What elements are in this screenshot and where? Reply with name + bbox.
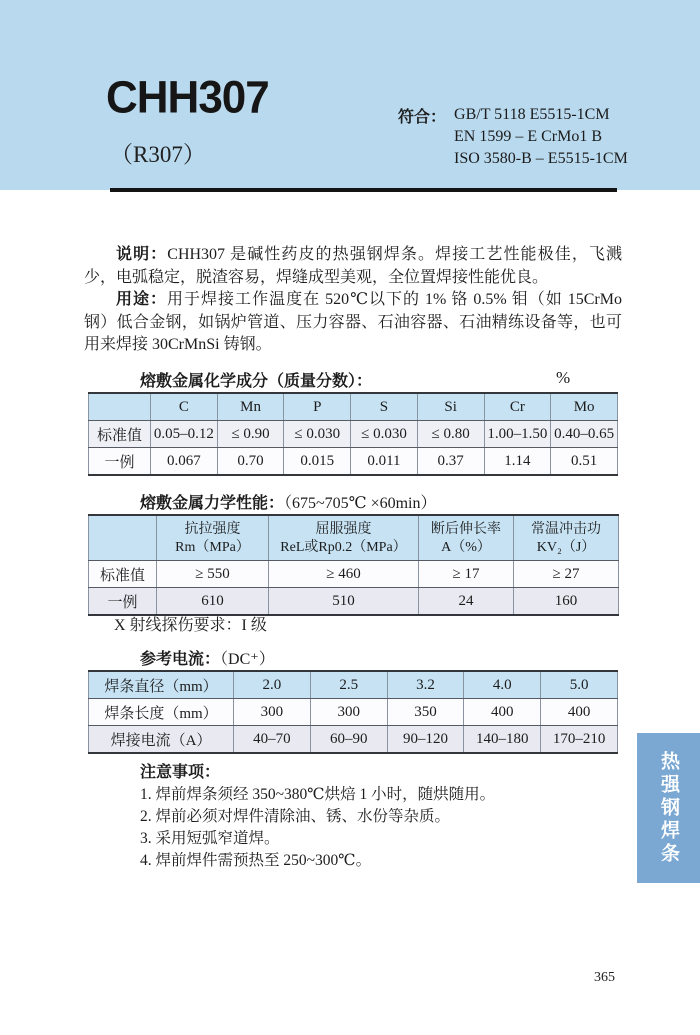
- usage-text: 用于焊接工作温度在 520℃以下的 1% 铬 0.5% 钼（如 15CrMo 钢）低合金钢，如锅炉管道、压力容器、石油容器、石油精练设备等，也可用来焊接 30CrMnSi 铸钢。: [84, 291, 622, 353]
- table-row: [89, 448, 618, 476]
- mechanical-condition: （675~705℃ ×60min）: [284, 495, 437, 512]
- cell: 60–90: [310, 726, 387, 754]
- xray-requirement: X 射线探伤要求：I 级: [114, 617, 267, 634]
- standard-line: EN 1599 – E CrMo1 B: [454, 128, 603, 145]
- cell: 300: [310, 699, 387, 726]
- table-row: [89, 699, 618, 726]
- mechanical-table: [88, 514, 619, 616]
- column-header: 断后伸长率 A（%）: [419, 515, 514, 561]
- cell: 400: [464, 699, 541, 726]
- cell: 5.0: [541, 671, 618, 699]
- table-header-row: [89, 515, 619, 561]
- standards-list: [454, 104, 628, 170]
- cell: 0.70: [217, 448, 284, 476]
- note-item: 1. 焊前焊条须经 350~380℃烘焙 1 小时，随烘随用。: [140, 786, 496, 803]
- product-alias: （R307）: [110, 142, 206, 167]
- note-item: 2. 焊前必须对焊件清除油、锈、水份等杂质。: [140, 808, 451, 825]
- cell: ≥ 17: [419, 561, 514, 588]
- standard-line: GB/T 5118 E5515-1CM: [454, 106, 610, 123]
- cell: 350: [387, 699, 464, 726]
- usage-label: 用途：: [116, 291, 168, 308]
- mechanical-title-text: 熔敷金属力学性能：: [140, 495, 285, 512]
- cell: ≥ 460: [269, 561, 419, 588]
- table-header-row: [89, 393, 618, 421]
- cell: 140–180: [464, 726, 541, 754]
- cell: 170–210: [541, 726, 618, 754]
- cell: ≥ 27: [514, 561, 619, 588]
- row-label: 焊接电流（A）: [89, 726, 234, 754]
- table-row: [89, 421, 618, 448]
- description-label: 说明：: [116, 246, 168, 263]
- row-label: 焊条长度（mm）: [89, 699, 234, 726]
- note-item: 4. 焊前焊件需预热至 250~300℃。: [140, 852, 372, 869]
- notes-title: 注意事项：: [140, 764, 221, 781]
- corner-cell: [89, 515, 157, 561]
- table-row: [89, 726, 618, 754]
- row-label: 标准值: [89, 421, 151, 448]
- cell: 160: [514, 588, 619, 616]
- row-label: 焊条直径（mm）: [89, 671, 234, 699]
- cell: 3.2: [387, 671, 464, 699]
- cell: 0.015: [284, 448, 351, 476]
- cell: 1.00–1.50: [484, 421, 551, 448]
- cell: 0.05–0.12: [151, 421, 218, 448]
- cell: 0.37: [417, 448, 484, 476]
- cell: ≤ 0.030: [351, 421, 418, 448]
- column-header: P: [284, 393, 351, 421]
- note-item: 3. 采用短弧窄道焊。: [140, 830, 280, 847]
- cell: ≥ 550: [157, 561, 269, 588]
- page-number: 365: [594, 970, 615, 985]
- cell: 4.0: [464, 671, 541, 699]
- description-text: CHH307 是碱性药皮的热强钢焊条。焊接工艺性能极佳，飞溅少，电弧稳定，脱渣容易，焊缝成型美观，全位置焊接性能优良。: [84, 246, 622, 286]
- cell: 0.011: [351, 448, 418, 476]
- cell: 40–70: [234, 726, 311, 754]
- row-label: 一例: [89, 588, 157, 616]
- standards-block: [398, 104, 628, 170]
- product-model: CHH307: [106, 72, 269, 123]
- standards-label: 符合：: [398, 109, 447, 126]
- page-header: [0, 0, 700, 190]
- column-header: S: [351, 393, 418, 421]
- corner-cell: [89, 393, 151, 421]
- column-header: Si: [417, 393, 484, 421]
- chemistry-table: [88, 392, 618, 476]
- cell: 1.14: [484, 448, 551, 476]
- cell: 400: [541, 699, 618, 726]
- description-paragraph: [84, 244, 622, 289]
- cell: 2.5: [310, 671, 387, 699]
- column-header: Cr: [484, 393, 551, 421]
- row-label: 一例: [89, 448, 151, 476]
- cell: 610: [157, 588, 269, 616]
- current-table: [88, 670, 618, 754]
- cell: 90–120: [387, 726, 464, 754]
- column-header: 常温冲击功 KV₂（J）: [514, 515, 619, 561]
- cell: 2.0: [234, 671, 311, 699]
- column-header: 屈服强度 ReL或Rp0.2（MPa）: [269, 515, 419, 561]
- usage-paragraph: [84, 289, 622, 357]
- current-title-text: 参考电流：: [140, 651, 221, 668]
- cell: ≤ 0.030: [284, 421, 351, 448]
- table-row: [89, 588, 619, 616]
- table-header-row: [89, 671, 618, 699]
- description-block: [84, 244, 622, 357]
- cell: 300: [234, 699, 311, 726]
- table-row: [89, 561, 619, 588]
- chemistry-unit: %: [556, 368, 571, 387]
- column-header: 抗拉强度 Rm（MPa）: [157, 515, 269, 561]
- cell: ≤ 0.80: [417, 421, 484, 448]
- standard-line: ISO 3580-B – E5515-1CM: [454, 150, 628, 167]
- row-label: 标准值: [89, 561, 157, 588]
- current-section-title: [140, 646, 275, 669]
- cell: ≤ 0.90: [217, 421, 284, 448]
- current-condition: （DC⁺）: [220, 651, 275, 668]
- divider-rule: [110, 188, 617, 192]
- column-header: C: [151, 393, 218, 421]
- cell: 510: [269, 588, 419, 616]
- mechanical-section-title: [140, 490, 437, 513]
- cell: 0.067: [151, 448, 218, 476]
- column-header: Mo: [551, 393, 618, 421]
- column-header: Mn: [217, 393, 284, 421]
- cell: 0.51: [551, 448, 618, 476]
- category-side-tab: 热强钢焊条: [637, 733, 700, 883]
- notes-block: [140, 762, 620, 872]
- cell: 24: [419, 588, 514, 616]
- cell: 0.40–0.65: [551, 421, 618, 448]
- chemistry-section-title: 熔敷金属化学成分（质量分数）：: [140, 373, 373, 390]
